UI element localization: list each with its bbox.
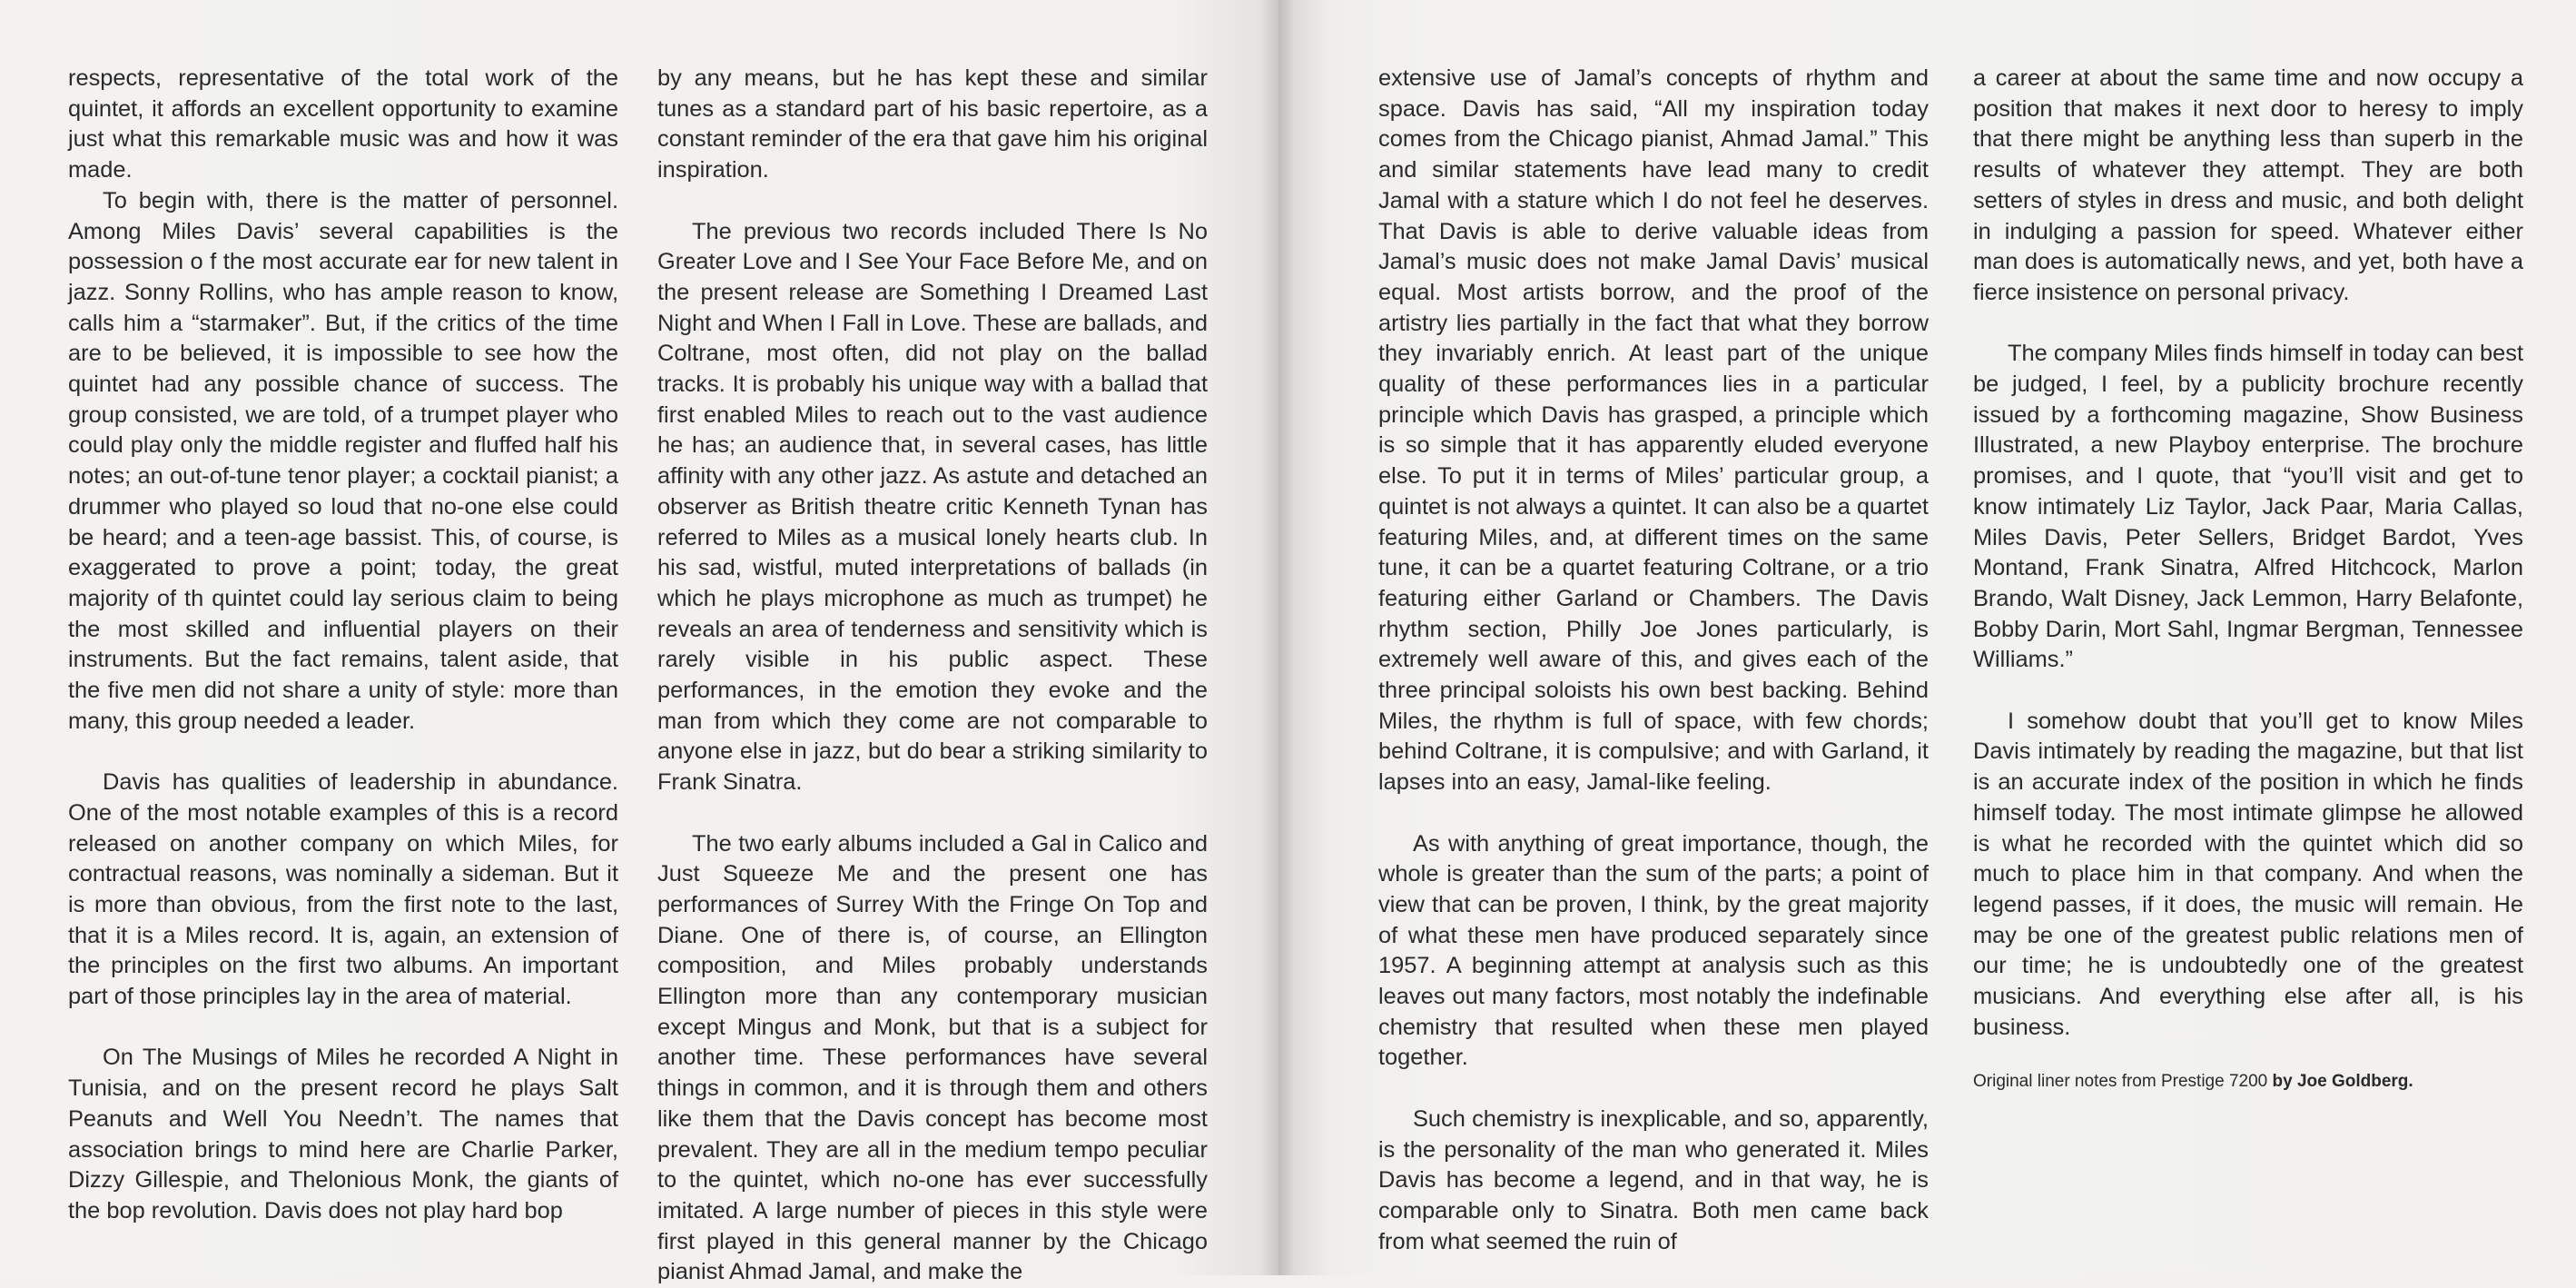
text-column-1 xyxy=(68,64,618,1227)
paragraph: Davis has qualities of leadership in abundance. One of the most notable examples of this is a record released on another company on which Miles, for contractual reasons, was nominally a sideman. But it is more than obvious, from the first note to the last, that it is a Miles record. It is, again, an extension of the principles on the first two albums. An important part of those principles lay in the area of material. xyxy=(68,769,618,1010)
paragraph: I somehow doubt that you’ll get to know Miles Davis intimately by reading the magazine, but that list is an accurate index of the position in which he finds himself today. The most intimate glimpse he allowed is what he recorded with the quintet which did so much to place him in that company. And when the legend passes, if it does, the music will remain. He may be one of the greatest public relations men of our time; he is undoubtedly one of the greatest musicians. And everything else after all, is his business. xyxy=(1973,708,2523,1040)
text-column-2 xyxy=(657,64,1208,1288)
text-column-3 xyxy=(1378,64,1929,1257)
paragraph: by any means, but he has kept these and similar tunes as a standard part of his basic repertoire, as a constant reminder of the era that gave him his original inspiration. xyxy=(657,65,1208,183)
paragraph: extensive use of Jamal’s concepts of rhythm and space. Davis has said, “All my inspiration today comes from the Chicago pianist, Ahmad Jamal.” This and similar statements have lead many to credit Jamal with a stature which I do not feel he deserves. That Davis is able to derive valuable ideas from Jamal’s music does not make Jamal Davis’ musical equal. Most artists borrow, and the proof of the artistry lies partially in the fact that what they borrow they invariably enrich. At least part of the unique quality of these performances lies in a particular principle which Davis has grasped, a principle which is so simple that it has apparently eluded everyone else. To put it in terms of Miles’ particular group, a quintet is not always a quintet. It can also be a quartet featuring Miles, and, at different times on the same tune, it can be a quartet featuring Coltrane, or a trio featuring either Garland or Chambers. The Davis rhythm section, Philly Joe Jones particularly, is extremely well aware of this, and gives each of the three principal soloists his own best backing. Behind Miles, the rhythm is full of space, with few chords; behind Coltrane, it is compulsive; and with Garland, it lapses into an easy, Jamal-like feeling. xyxy=(1378,65,1929,796)
paragraph: respects, representative of the total work of the quintet, it affords an excellent opportunity to examine just what this remarkable music was and how it was made. xyxy=(68,65,618,183)
credit-source: Original liner notes from Prestige 7200 xyxy=(1973,1072,2268,1092)
text-column-4 xyxy=(1973,64,2523,1094)
liner-notes-credit xyxy=(1973,1070,2523,1094)
paragraph: The company Miles finds himself in today can best be judged, I feel, by a publicity brochure recently issued by a forthcoming magazine, Show Business Illustrated, a new Playboy enterprise. The brochure promises, and I quote, that “you’ll visit and get to know intimately Liz Taylor, Jack Paar, Maria Callas, Miles Davis, Peter Sellers, Bridget Bardot, Yves Montand, Frank Sinatra, Alfred Hitchcock, Marlon Brando, Walt Disney, Jack Lemmon, Harry Belafonte, Bobby Darin, Mort Sahl, Ingmar Bergman, Tennessee Williams.” xyxy=(1973,341,2523,673)
paragraph: On The Musings of Miles he recorded A Night in Tunisia, and on the present record he plays Salt Peanuts and Well You Needn’t. The names that association brings to mind here are Charlie Parker, Dizzy Gillespie, and Thelonious Monk, the giants of the bop revolution. Davis does not play hard bop xyxy=(68,1045,618,1224)
paragraph: As with anything of great importance, though, the whole is greater than the sum of the parts; a point of view that can be proven, I think, by the great majority of what these men have produced separately since 1957. A beginning attempt at analysis such as this leaves out many factors, most notably the indefinable chemistry that resulted when these men played together. xyxy=(1378,830,1929,1071)
paragraph: a career at about the same time and now occupy a position that makes it next door to heresy to imply that there might be anything less than superb in the results of whatever they attempt. They are both setters of styles in dress and music, and both delight in indulging a passion for speed. Whatever either man does is automatically news, and yet, both have a fierce insistence on personal privacy. xyxy=(1973,65,2523,305)
paragraph: Such chemistry is inexplicable, and so, apparently, is the personality of the man who generated it. Miles Davis has become a legend, and in that way, he is comparable only to Sinatra. Both men came back from what seemed the ruin of xyxy=(1378,1105,1929,1254)
credit-author: by Joe Goldberg. xyxy=(2272,1072,2413,1092)
paragraph: To begin with, there is the matter of personnel. Among Miles Davis’ several capabilities is the possession o f the most accurate ear for new talent in jazz. Sonny Rollins, who has ample reason to know, calls him a “starmaker”. But, if the critics of the time are to be believed, it is impossible to see how the quintet had any possible chance of success. The group consisted, we are told, of a trumpet player who could play only the middle register and fluffed half his notes; an out-of-tune tenor player; a cocktail pianist; a drummer who played so loud that no-one else could be heard; and a teen-age bassist. This, of course, is exaggerated to prove a point; today, the great majority of th quintet could lay serious claim to being the most skilled and influential players on their instruments. But the fact remains, talent aside, that the five men did not share a unity of style: more than many, this group needed a leader. xyxy=(68,187,618,734)
paragraph: The two early albums included a Gal in Calico and Just Squeeze Me and the present one has performances of Surrey With the Fringe On Top and Diane. One of there is, of course, an Ellington composition, and Miles probably understands Ellington more than any contemporary musician except Mingus and Monk, but that is a subject for another time. These performances have several things in common, and it is through them and others like them that the Davis concept has become most prevalent. They are all in the medium tempo peculiar to the quintet, which no-one has ever successfully imitated. A large number of pieces in this style were first played in this general manner by the Chicago pianist Ahmad Jamal, and make the xyxy=(657,830,1208,1285)
paragraph: The previous two records included There Is No Greater Love and I See Your Face Before Me, and on the present release are Something I Dreamed Last Night and When I Fall in Love. These are ballads, and Coltrane, most often, did not play on the ballad tracks. It is probably his unique way with a ballad that first enabled Miles to reach out to the vast audience he has; an audience that, in several cases, has little affinity with any other jazz. As astute and detached an observer as British theatre critic Kenneth Tynan has referred to Miles as a musical lonely hearts club. In his sad, wistful, muted interpretations of ballads (in which he plays microphone as much as trumpet) he reveals an area of tenderness and sensitivity which is rarely visible in his public aspect. These performances, in the emotion they evoke and the man from which they come are not comparable to anyone else in jazz, but do bear a striking similarity to Frank Sinatra. xyxy=(657,218,1208,796)
